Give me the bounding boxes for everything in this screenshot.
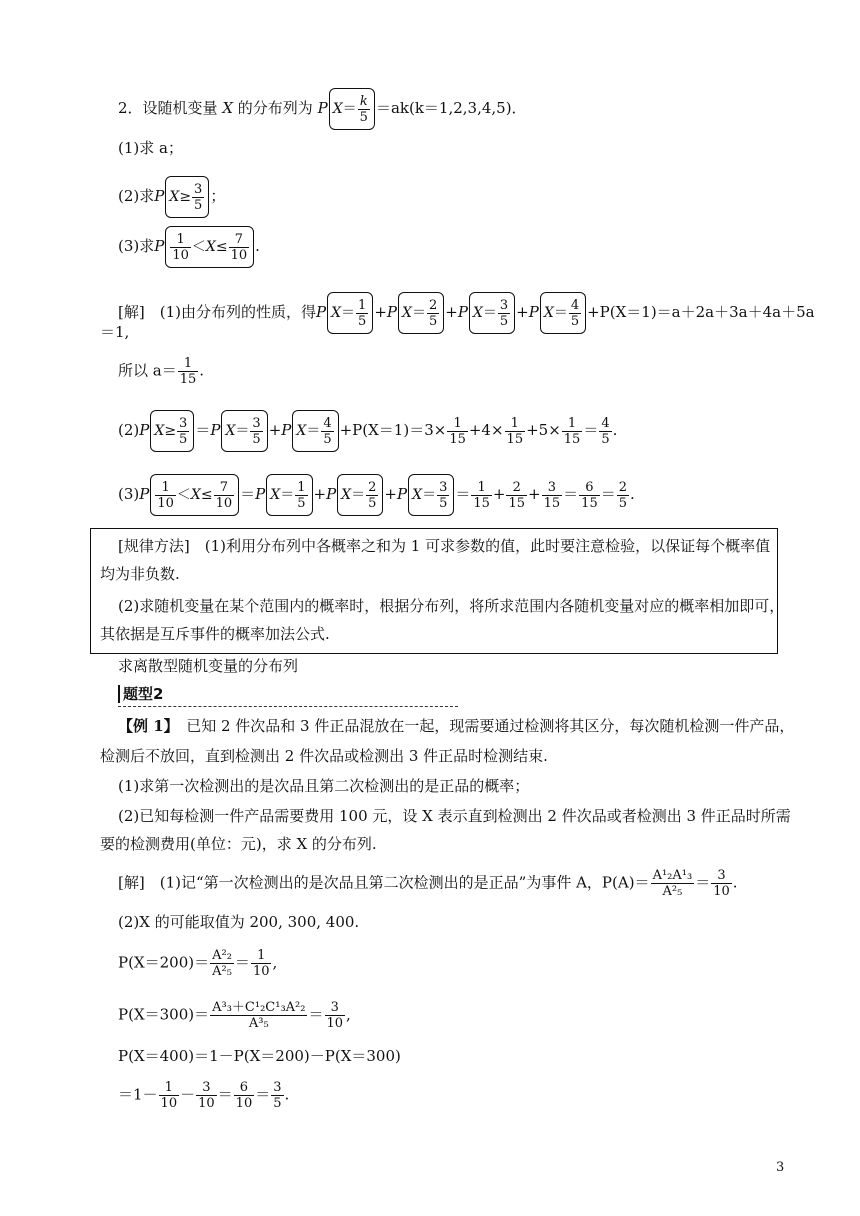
problem2-q2: (2)求P X≥ $\frac{3}{5}$ ； [118,176,225,218]
method-p2-cont: 其依据是互斥事件的概率加法公式. [100,625,330,643]
solution-label: [解] [118,303,145,321]
method-p2: (2)求随机变量在某个范围内的概率时，根据分布列，将所求范围内各随机变量对应的概率相加即可， [118,597,785,615]
example1-sol-s2: (2)X 的可能取值为 200, 300, 400. [118,913,360,931]
example1-text-cont: 检测后不放回，直到检测出 2 件次品或检测出 3 件正品时检测结束. [100,747,548,765]
section-tag: 题型2 [118,685,163,703]
solution-s1-result: 所以 a＝ $\frac{1}{15}$ . [118,356,205,387]
example1-q2-cont: 要的检测费用(单位：元)，求 X 的分布列. [100,835,377,853]
example1-p200: P(X＝200)＝ $\frac{\text{A²₂}}{\text{A²₅}}$ ＝ $\frac{1}{10}$ , [118,948,278,979]
example1-sol-s1: [解] (1)记“第一次检测出的是次品且第二次检测出的是正品”为事件 A，P(A)＝ $\frac{\text{A¹₂A¹₃}}{\text{A²₅}}$ ＝ $\frac{3}{10}$ . [118,868,738,899]
section-divider [118,706,458,707]
example1-p300: P(X＝300)＝ $\frac{\text{A³₃＋C¹₂C¹₃A²₂}}{\text{A³₅}}$ ＝ $\frac{3}{10}$ , [118,1000,351,1031]
example1-p400: P(X＝400)＝1－P(X＝200)－P(X＝300) [118,1047,401,1065]
section-heading: 求离散型随机变量的分布列 [118,657,299,675]
example1-q2: (2)已知每检测一件产品需要费用 100 元，设 X 表示直到检测出 2 件次品或者检测出 3 件正品时所需 [118,807,791,825]
problem2-eq: ＝ak(k＝1,2,3,4,5)． [375,99,527,117]
example1-p400-cont: ＝1－ $\frac{1}{10}$ － $\frac{3}{10}$ ＝ $\frac{6}{10}$ ＝ $\frac{3}{5}$ . [118,1080,290,1111]
problem2-mid: 的分布列为 [237,99,313,117]
example1-q1: (1)求第一次检测出的是次品且第二次检测出的是正品的概率； [118,777,530,795]
example1-label: 【例 1】 [118,717,172,735]
solution-s1: [解] (1)由分布列的性质，得P X＝ $\frac{1}{5}$ +P X＝ $\frac{2}{5}$ +P X＝ $\frac{3}{5}$ +P X＝ $\frac{4}{5}$ +P(X＝1)＝a＋2a＋3a＋4a＋5a [118,292,815,334]
solution-s2: (2)P X≥ $\frac{3}{5}$ ＝P X＝ $\frac{3}{5}$ +P X＝ $\frac{4}{5}$ +P(X＝1)＝3× $\frac{1}{15}$ +4× $\frac{1}{15}$ +5× $\frac{1}{15}$ ＝ $\frac{4}{5}$ . [118,410,617,452]
method-p1-cont: 均为非负数. [100,565,180,583]
method-title: [规律方法] [118,537,190,555]
example1-text: 【例 1】 已知 2 件次品和 3 件正品混放在一起，现需要通过检测将其区分，每次随机检测一件产品， [118,717,795,735]
problem2-prefix: 2．设随机变量 [118,99,218,117]
solution-s3: (3)P $\frac{1}{10}$ ＜X≤ $\frac{7}{10}$ ＝P X＝ $\frac{1}{5}$ +P X＝ $\frac{2}{5}$ +P X＝ $\frac{3}{5}$ ＝ $\frac{1}{15}$ + $\frac{2}{15}$ + $\frac{3}{15}$ ＝ $\frac{6}{15}$ ＝ $\frac{2}{5}$ . [118,474,635,516]
problem2-q1: (1)求 a； [118,139,183,157]
solution-s1-cont: ＝1, [100,323,130,341]
problem2-intro: 2．设随机变量 X 的分布列为 P X＝ $\frac{k}{5}$ ＝ak(k＝1,2,3,4,5)． [118,88,527,130]
method-p1: [规律方法] (1)利用分布列中各概率之和为 1 可求参数的值，此时要注意检验，以保证每个概率值 [118,537,771,555]
problem2-q3: (3)求P $\frac{1}{10}$ ＜X≤ $\frac{7}{10}$ . [118,226,260,268]
page-number: 3 [776,1160,785,1175]
